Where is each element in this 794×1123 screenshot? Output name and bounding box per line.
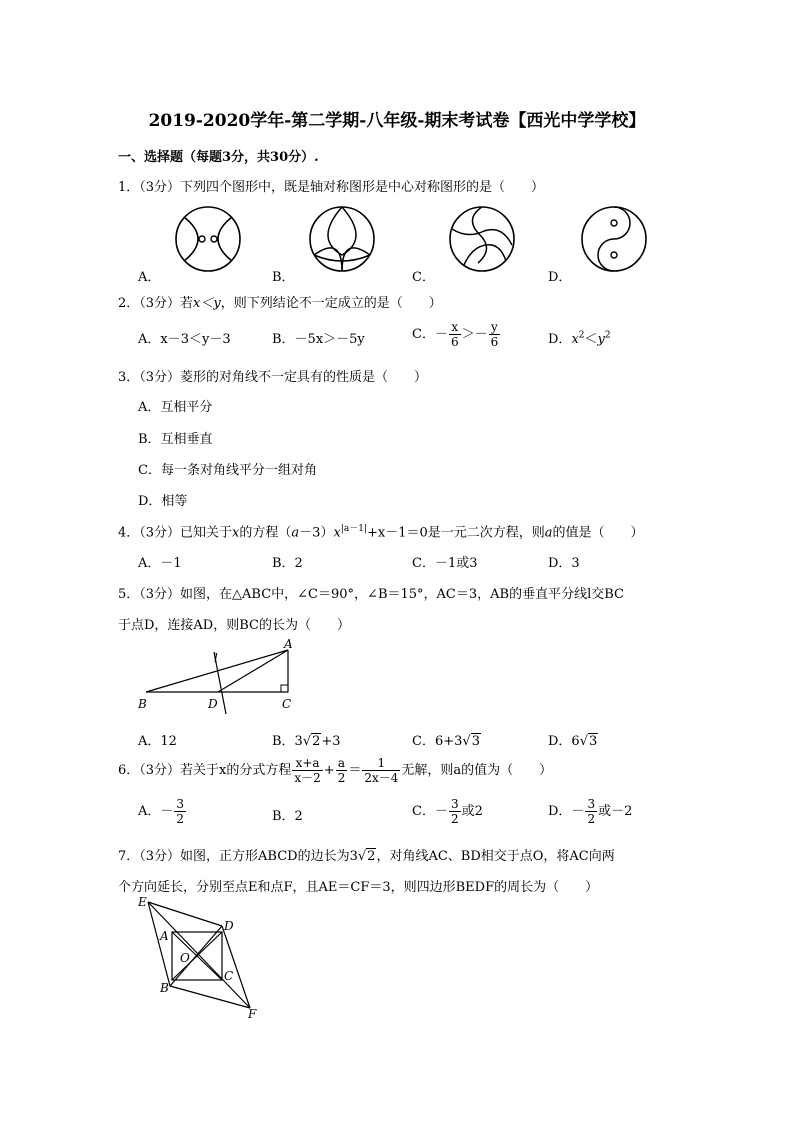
q1-figure-c	[434, 205, 530, 275]
q2-option-d: D．$x^2<y^2$	[548, 330, 611, 347]
q4-option-a: A．－1	[138, 556, 182, 571]
page-title: 2019-2020学年-第二学期-八年级-期末考试卷【西光中学学校】	[148, 111, 646, 131]
q5-label-b: B	[138, 697, 147, 711]
section-heading: 一、选择题（每题3分，共30分）.	[118, 150, 319, 165]
q3-option-a: A．互相平分	[138, 400, 213, 415]
q3-stem: 3．（3分）菱形的对角线不一定具有的性质是（ ）	[118, 370, 428, 385]
q1-option-a: A．	[138, 270, 161, 285]
q6-option-b: B．2	[272, 809, 303, 824]
q2-condition: x＜y	[193, 296, 221, 311]
q1-option-d: D．	[548, 270, 572, 285]
q7-label-c: C	[224, 969, 234, 983]
q7-label-e: E	[138, 895, 147, 909]
q3-option-c: C．每一条对角线平分一组对角	[138, 463, 317, 478]
q4-stem: 4．（3分）已知关于x的方程$(a-3)x^{|a-1|}+x-1=0$是一元二次方程，则a的值是（ ）	[118, 524, 644, 541]
q4-option-d: D．3	[548, 556, 580, 571]
q4-option-b: B．2	[272, 556, 303, 571]
q4-option-c: C．－1或3	[412, 556, 478, 571]
q5-label-d: D	[208, 697, 218, 711]
q7-stem-line1: 7．（3分）如图，正方形ABCD的边长为3√2，对角线AC、BD相交于点O，将AC向两	[118, 849, 615, 864]
q5-option-c: C．6+3√3	[412, 734, 480, 749]
q2-option-b: B．－5x＞－5y	[272, 332, 365, 347]
q5-option-d: D．6√3	[548, 734, 598, 749]
q1-option-c: C．	[412, 270, 435, 285]
q1-figure-d	[566, 205, 662, 275]
q1-figure-b	[294, 205, 390, 275]
q3-option-b: B．互相垂直	[138, 432, 213, 447]
q5-stem-line1: 5．（3分）如图，在△ABC中，∠C＝90°，∠B＝15°，AC＝3，AB的垂直平分线l交BC	[118, 587, 624, 602]
q5-option-b: B．3√2+3	[272, 734, 341, 749]
q6-option-d: D．－ $\frac{3}{2}$ 或－2	[548, 797, 633, 826]
q6-option-a: A．－ $\frac{3}{2}$	[138, 797, 185, 826]
q6-option-c: C．－ $\frac{3}{2}$ 或2	[412, 797, 483, 826]
q7-stem-line2: 个方向延长，分别至点E和点F，且AE＝CF＝3，则四边形BEDF的周长为（ ）	[118, 880, 599, 895]
q5-option-a: A．12	[138, 734, 177, 749]
q5-label-l: l	[214, 651, 218, 665]
q1-stem: 1．（3分）下列四个图形中，既是轴对称图形是中心对称图形的是（ ）	[118, 180, 545, 195]
q2-stem: 2．（3分）若x＜y，则下列结论不一定成立的是（ ）	[118, 296, 442, 311]
q5-label-c: C	[282, 697, 292, 711]
q5-stem-line2: 于点D，连接AD，则BC的长为（ ）	[118, 618, 350, 633]
q7-square-figure	[130, 892, 270, 1020]
q5-label-a: A	[284, 637, 293, 651]
q1-figure-a	[160, 205, 256, 275]
q6-stem: 6．（3分）若关于x的分式方程 $\frac{x+a}{x-2}$ + $\frac{a}{2}$ ＝ $\frac{1}{2x-4}$ 无解，则a的值为（ ）	[118, 756, 553, 785]
q7-label-b: B	[160, 981, 169, 995]
q2-option-a: A．x－3＜y－3	[138, 332, 231, 347]
q2-option-c: C．－ $\frac{x}{6}$ ＞－ $\frac{y}{6}$	[412, 320, 499, 349]
q3-option-d: D．相等	[138, 494, 188, 509]
q1-option-b: B．	[272, 270, 295, 285]
q7-label-a: A	[160, 929, 169, 943]
q7-label-f: F	[248, 1007, 257, 1020]
q7-label-o: O	[180, 951, 190, 965]
q7-label-d: D	[224, 919, 234, 933]
q5-triangle-figure	[130, 632, 310, 714]
